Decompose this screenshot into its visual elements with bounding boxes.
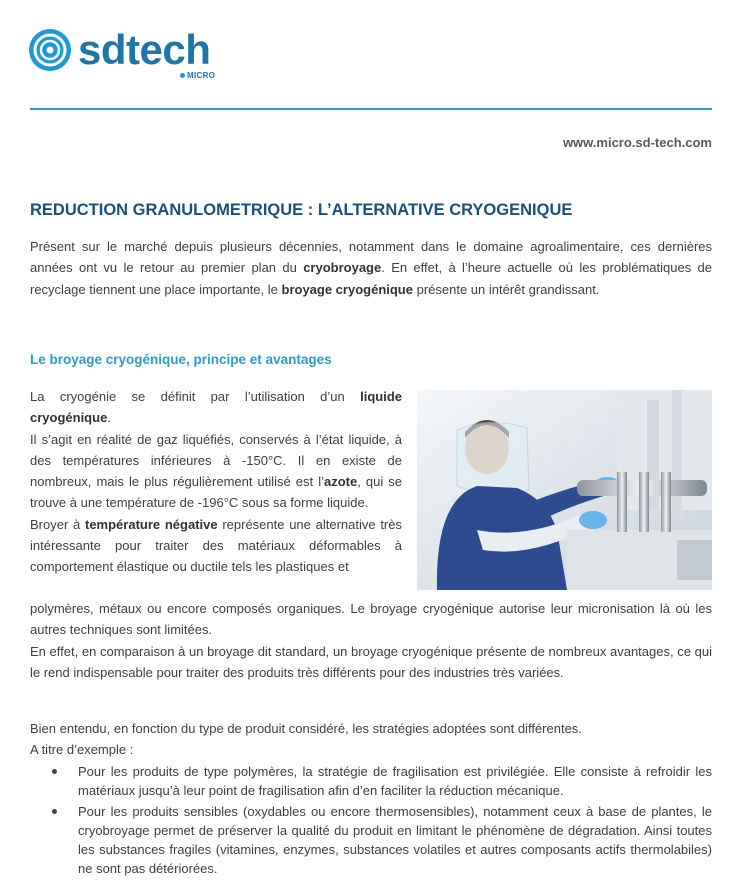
list-item: Pour les produits sensibles (oxydables ou encore thermosensibles), notamment ceux à base de plantes, le cryobroyage permet de préserver la qualité du produit en limitant le phénomène de dégradation. Ainsi toutes les substances fragiles (vitamines, enzymes, substances volatiles et autres composants actifs thermolabiles) ne sont pas détériorées. — [30, 802, 712, 878]
bullet-icon — [52, 769, 57, 774]
section-subtitle: Le broyage cryogénique, principe et avantages — [30, 352, 332, 367]
website-url[interactable]: www.micro.sd-tech.com — [562, 135, 712, 150]
left-column-text — [30, 386, 402, 578]
definition-paragraph: La cryogénie se définit par l’utilisation d’un liquide cryogénique. — [30, 389, 402, 426]
continued-paragraph: polymères, métaux ou encore composés organiques. Le broyage cryogénique autorise leur micronisation là où les autres techniques sont limitées. En effet, en comparaison à un broyage dit standard, un broyage cryogénique présente de nombreux avantages, ce qui le rend indispensable pour traiter des produits très différents pour des industries très variées. — [30, 601, 712, 680]
bullet-icon — [52, 809, 57, 814]
company-logo — [28, 24, 238, 84]
header-divider — [30, 108, 712, 110]
strategy-paragraph: Bien entendu, en fonction du type de produit considéré, les stratégies adoptées sont différentes. A titre d’exemple : — [30, 721, 582, 758]
nitrogen-paragraph: Il s’agit en réalité de gaz liquéfiés, conservés à l’état liquide, à des températures inférieures à -150°C. Il en existe de nombreux, mais le plus régulièrement utilisé est l’azote, qui se trouve à une température de -196°C sous sa forme liquide. — [30, 431, 402, 511]
example-list — [30, 762, 712, 880]
intro-paragraph: Présent sur le marché depuis plusieurs décennies, notamment dans le domaine agroalimentaire, ces dernières années ont vu le retour au premier plan du cryobroyage. En effet, à l’heure actuelle où les problématiques de recyclage tiennent une place importante, le broyage cryogénique présente un intérêt grandissant. — [30, 239, 712, 297]
negative-temp-paragraph: Broyer à température négative représente une alternative très intéressante pour traiter des matériaux déformables à comportement élastique ou ductile tels les plastiques et — [30, 516, 402, 575]
logo-subtext: MICRO — [180, 71, 215, 80]
list-item: Pour les produits de type polymères, la stratégie de fragilisation est privilégiée. Elle consiste à refroidir les matériaux jusqu’à leur point de fragilisation afin d’en faciliter la réduction mécanique. — [30, 762, 712, 800]
lab-technician-photo — [417, 390, 712, 590]
logo-wordmark: sdtech — [78, 26, 211, 73]
page-title: REDUCTION GRANULOMETRIQUE : L’ALTERNATIVE CRYOGENIQUE — [30, 201, 573, 219]
logo-swirl-icon — [28, 28, 72, 72]
